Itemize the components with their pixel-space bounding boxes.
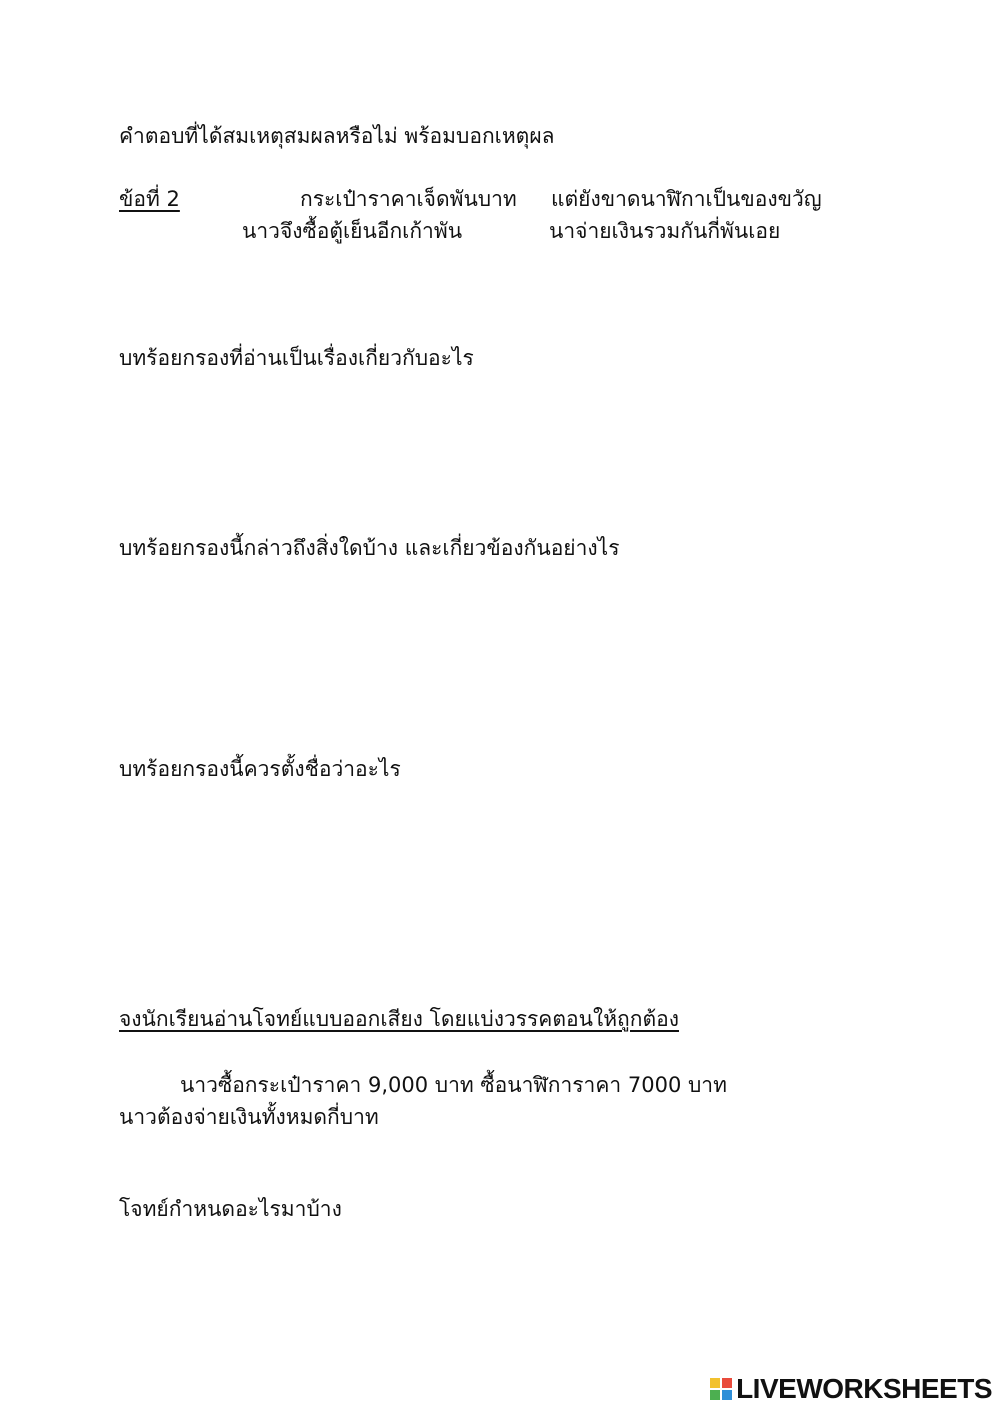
problem-line-1: นาวซื้อกระเป๋าราคา 9,000 บาท ซื้อนาฬิการาคา 7000 บาท: [180, 1073, 727, 1097]
problem-question: โจทย์กำหนดอะไรมาบ้าง: [119, 1197, 342, 1221]
question-2: บทร้อยกรองนี้กล่าวถึงสิ่งใดบ้าง และเกี่ยวข้องกันอย่างไร: [119, 536, 620, 560]
logo-square-1: [710, 1378, 720, 1388]
instruction-text: คำตอบที่ได้สมเหตุสมผลหรือไม่ พร้อมบอกเหตุผล: [119, 124, 555, 148]
poem-line1-a: กระเป๋าราคาเจ็ดพันบาท: [300, 187, 517, 211]
reading-instruction: จงนักเรียนอ่านโจทย์แบบออกเสียง โดยแบ่งวรรคตอนให้ถูกต้อง: [119, 1007, 679, 1031]
poem-line2-b: นาจ่ายเงินรวมกันกี่พันเอย: [549, 219, 781, 243]
problem-line-2: นาวต้องจ่ายเงินทั้งหมดกี่บาท: [119, 1105, 379, 1129]
poem-line1-b: แต่ยังขาดนาฬิกาเป็นของขวัญ: [551, 187, 822, 211]
poem-line2-a: นาวจึงซื้อตู้เย็นอีกเก้าพัน: [242, 219, 463, 243]
logo-square-2: [722, 1378, 732, 1388]
logo-square-4: [722, 1390, 732, 1400]
logo-text: LIVEWORKSHEETS: [736, 1373, 992, 1404]
item-label: ข้อที่ 2: [119, 187, 180, 211]
question-3: บทร้อยกรองนี้ควรตั้งชื่อว่าอะไร: [119, 757, 401, 781]
liveworksheets-logo: [710, 1373, 992, 1405]
logo-square-3: [710, 1390, 720, 1400]
logo-mark-icon: [710, 1378, 732, 1400]
question-1: บทร้อยกรองที่อ่านเป็นเรื่องเกี่ยวกับอะไร: [119, 346, 474, 370]
